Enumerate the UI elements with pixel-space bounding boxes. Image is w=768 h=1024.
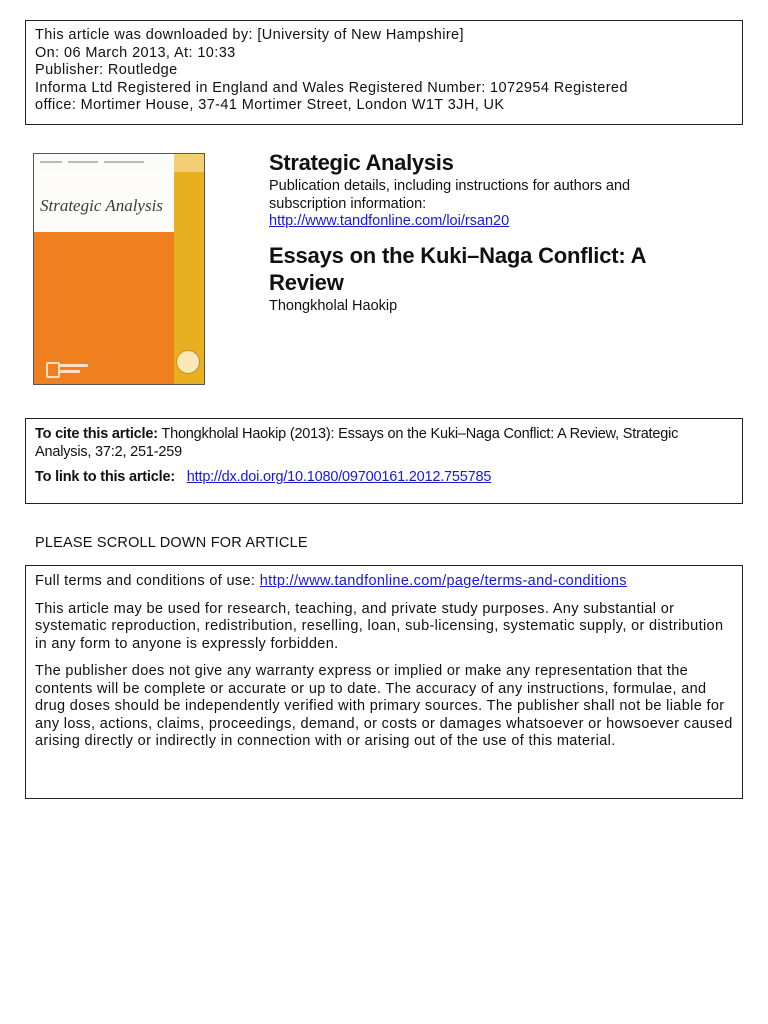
- cite-label: To cite this article:: [35, 426, 158, 442]
- link-label: To link to this article:: [35, 469, 175, 485]
- scroll-notice: PLEASE SCROLL DOWN FOR ARTICLE: [35, 535, 308, 551]
- cite-text: Thongkholal Haokip (2013): Essays on the Kuki–Naga Conflict: A Review, Strategic Analysis, 37:2, 251-259: [35, 426, 679, 460]
- citation-box: [25, 418, 743, 504]
- terms-intro-paragraph: [35, 573, 733, 591]
- download-notice-box: [25, 20, 743, 125]
- publisher-logo-mark: [60, 364, 88, 367]
- journal-cover-image: [33, 153, 205, 385]
- article-link-line: [35, 469, 733, 485]
- cover-header-strip: [34, 154, 174, 172]
- download-notice-line: office: Mortimer House, 37-41 Mortimer Street, London W1T 3JH, UK: [35, 97, 505, 113]
- download-notice-line: This article was downloaded by: [University of New Hampshire]: [35, 27, 464, 43]
- cover-title: Strategic Analysis: [40, 196, 163, 215]
- cover-seal-icon: [176, 350, 200, 374]
- terms-link[interactable]: http://www.tandfonline.com/page/terms-and-conditions: [259, 573, 627, 589]
- terms-box: [25, 565, 743, 799]
- citation: [35, 426, 733, 461]
- download-notice-line: Informa Ltd Registered in England and Wales Registered Number: 1072954 Registered: [35, 79, 628, 96]
- publisher-logo-mark: [60, 370, 80, 373]
- terms-paragraph: This article may be used for research, teaching, and private study purposes. Any substantial or systematic reproduction, redistribution, reselling, loan, sub-licensing, systematic supply, or distribution in any form to anyone is expressly forbidden.: [35, 600, 724, 652]
- article-title: Essays on the Kuki–Naga Conflict: A Review: [269, 243, 646, 295]
- publisher-logo-icon: [46, 362, 60, 378]
- download-notice-line: On: 06 March 2013, At: 10:33: [35, 44, 236, 61]
- download-notice-line: Publisher: Routledge: [35, 62, 178, 78]
- terms-intro: Full terms and conditions of use:: [35, 573, 256, 589]
- doi-link[interactable]: http://dx.doi.org/10.1080/09700161.2012.755785: [186, 469, 492, 485]
- journal-title: Strategic Analysis: [269, 150, 454, 175]
- cover-stripe-top: [174, 154, 205, 172]
- terms-paragraph: The publisher does not give any warranty express or implied or make any representation that the contents will be complete or accurate or up to date. The accuracy of any instructions, formulae, and drug doses should be independently verified with primary sources. The publisher shall not be liable for any loss, actions, claims, proceedings, demand, or costs or damages whatsoever or howsoever caused arising directly or indirectly in connection with or arising out of the use of this material.: [35, 663, 733, 749]
- article-author: Thongkholal Haokip: [269, 298, 398, 314]
- publication-details: Publication details, including instructions for authors and subscription information:: [269, 178, 631, 212]
- journal-link[interactable]: http://www.tandfonline.com/loi/rsan20: [269, 213, 510, 229]
